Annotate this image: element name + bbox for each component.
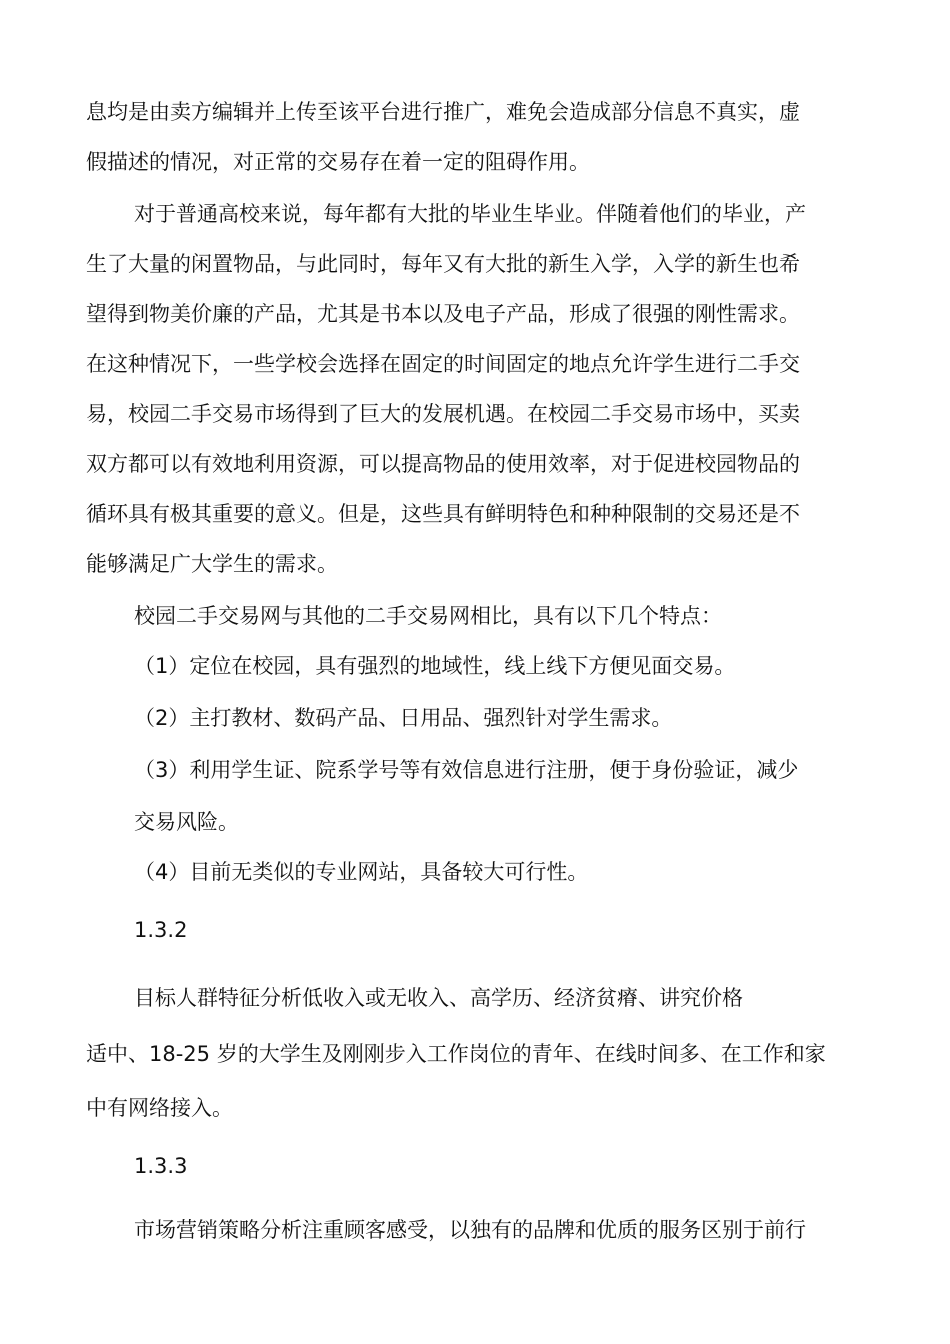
paragraph-first-line: 目标人群特征分析低收入或无收入、高学历、经济贫瘠、讲究价格 [134,986,743,1010]
section-number: 1.3.2 [134,918,188,942]
list-item: （2）主打教材、数码产品、日用品、强烈针对学生需求。 [134,706,673,730]
list-item: （1）定位在校园，具有强烈的地域性，线上线下方便见面交易。 [134,654,736,678]
text-line: 循环具有极其重要的意义。但是，这些具有鲜明特色和种种限制的交易还是不 [86,502,800,526]
text-line: 适中、18-25 岁的大学生及刚刚步入工作岗位的青年、在线时间多、在工作和家 [86,1042,826,1066]
text-line: 双方都可以有效地利用资源，可以提高物品的使用效率，对于促进校园物品的 [86,452,800,476]
section-number: 1.3.3 [134,1154,188,1178]
list-item: （4）目前无类似的专业网站，具备较大可行性。 [134,860,589,884]
text-line: 在这种情况下，一些学校会选择在固定的时间固定的地点允许学生进行二手交 [86,352,800,376]
text-line: 望得到物美价廉的产品，尤其是书本以及电子产品，形成了很强的刚性需求。 [86,302,800,326]
paragraph-first-line: 市场营销策略分析注重顾客感受，以独有的品牌和优质的服务区别于前行 [134,1218,806,1242]
text-line: 生了大量的闲置物品，与此同时，每年又有大批的新生入学，入学的新生也希 [86,252,800,276]
list-item: （3）利用学生证、院系学号等有效信息进行注册，便于身份验证，减少 [134,758,799,782]
text-line: 易，校园二手交易市场得到了巨大的发展机遇。在校园二手交易市场中，买卖 [86,402,800,426]
text-line: 中有网络接入。 [86,1096,233,1120]
paragraph-first-line: 对于普通高校来说，每年都有大批的毕业生毕业。伴随着他们的毕业，产 [134,202,806,226]
text-line: 假描述的情况，对正常的交易存在着一定的阻碍作用。 [86,150,590,174]
paragraph-first-line: 校园二手交易网与其他的二手交易网相比，具有以下几个特点： [134,604,722,628]
text-line: 能够满足广大学生的需求。 [86,552,338,576]
list-item-continuation: 交易风险。 [134,810,239,834]
text-line: 息均是由卖方编辑并上传至该平台进行推广，难免会造成部分信息不真实，虚 [86,100,800,124]
